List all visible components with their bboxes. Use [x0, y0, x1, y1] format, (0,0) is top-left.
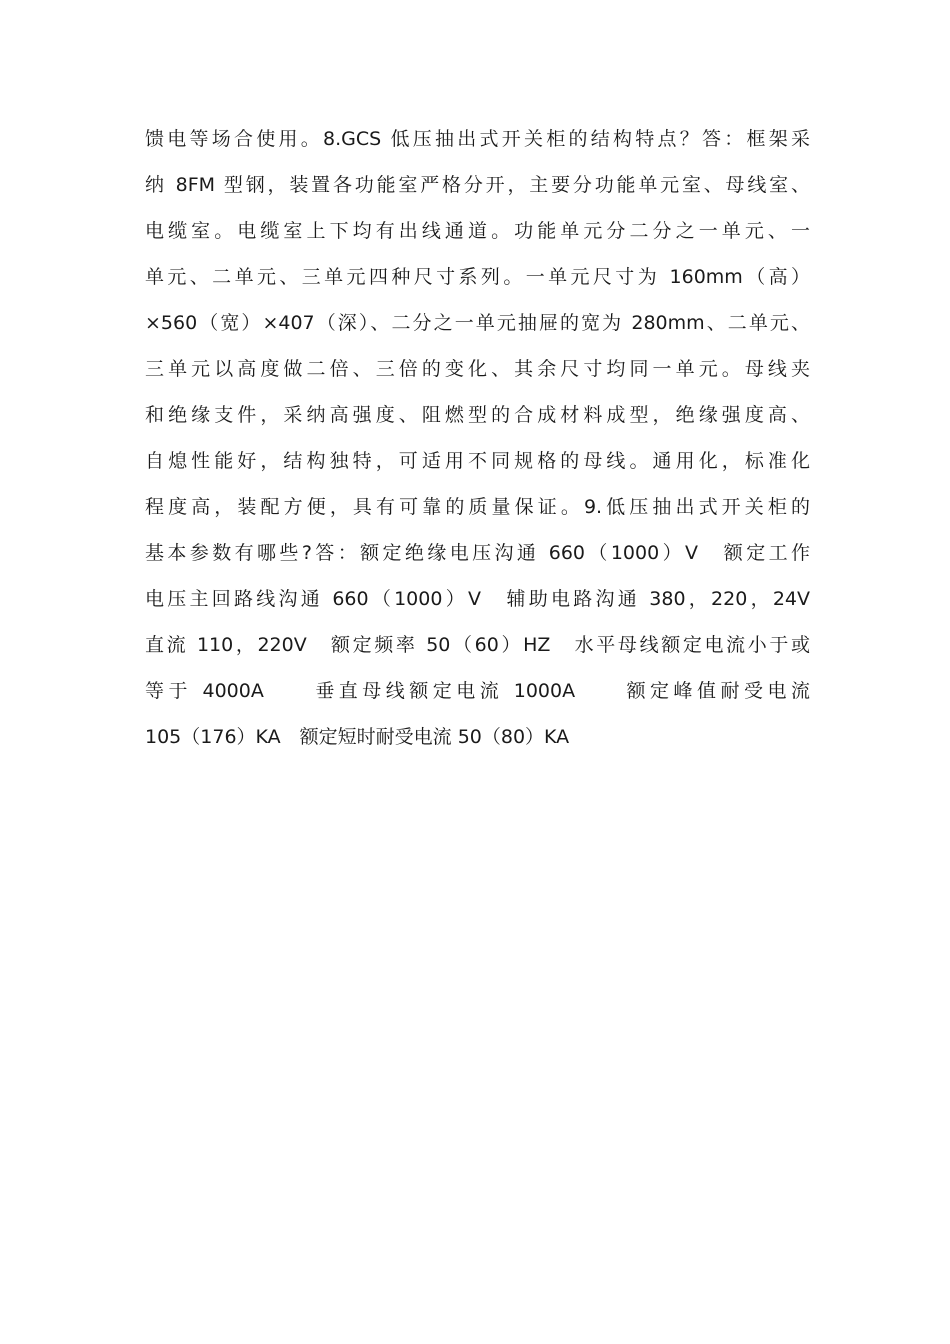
text-line: 直流 110，220V 额定频率 50（60）HZ 水平母线额定电流小于或 — [145, 634, 810, 656]
text-line: 基本参数有哪些?答：额定绝缘电压沟通 660（1000）V 额定工作 — [145, 542, 810, 564]
text-line: 105（176）KA 额定短时耐受电流 50（80）KA — [145, 726, 570, 748]
text-line: 电缆室。电缆室上下均有出线通道。功能单元分二分之一单元、一 — [145, 220, 810, 242]
text-line: 程度高，装配方便，具有可靠的质量保证。9.低压抽出式开关柜的 — [145, 496, 810, 518]
text-line: 馈电等场合使用。8.GCS 低压抽出式开关柜的结构特点？答：框架采 — [145, 128, 810, 150]
text-line: 电压主回路线沟通 660（1000）V 辅助电路沟通 380，220，24V — [145, 588, 810, 610]
text-line: 和绝缘支件，采纳高强度、阻燃型的合成材料成型，绝缘强度高、 — [145, 404, 810, 426]
text-line: ×560（宽）×407（深）、二分之一单元抽屉的宽为 280mm、二单元、 — [145, 312, 810, 334]
text-line: 自熄性能好，结构独特，可适用不同规格的母线。通用化，标准化 — [145, 450, 810, 472]
text-line: 纳 8FM 型钢，装置各功能室严格分开，主要分功能单元室、母线室、 — [145, 174, 810, 196]
text-line: 单元、二单元、三单元四种尺寸系列。一单元尺寸为 160mm（高） — [145, 266, 810, 288]
text-line: 三单元以高度做二倍、三倍的变化、其余尺寸均同一单元。母线夹 — [145, 358, 810, 380]
body-paragraph — [145, 116, 810, 760]
text-line: 等于 4000A 垂直母线额定电流 1000A 额定峰值耐受电流 — [145, 680, 810, 702]
